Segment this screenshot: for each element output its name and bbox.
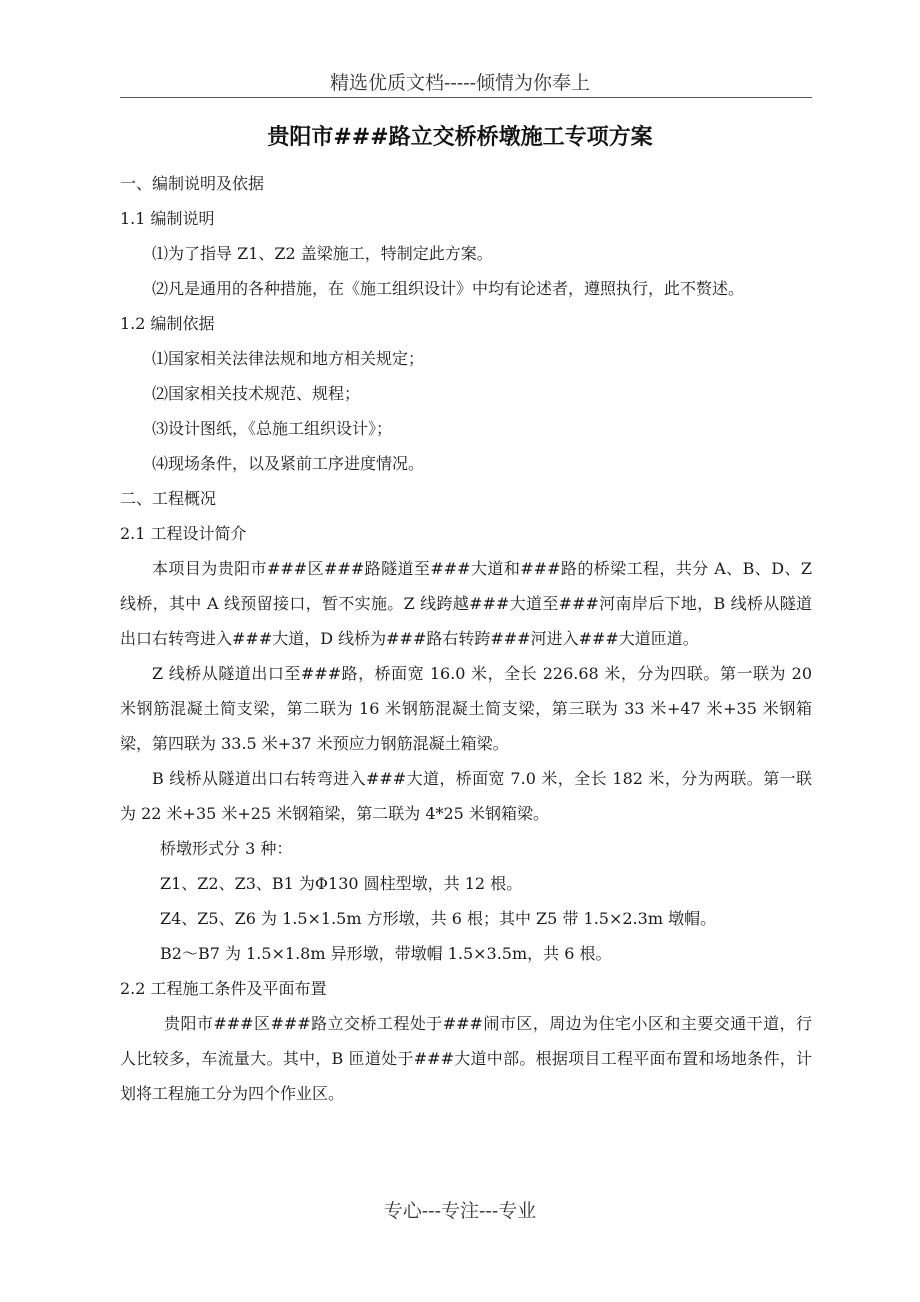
subsection-heading: 2.1 工程设计简介 [120, 524, 247, 543]
list-item: ⑵国家相关技术规范、规程； [152, 384, 361, 403]
list-item: ⑴为了指导 Z1、Z2 盖梁施工，特制定此方案。 [152, 244, 493, 263]
header-divider [120, 97, 812, 98]
list-item: ⑶设计图纸，《总施工组织设计》； [152, 419, 393, 438]
section-heading: 二、工程概况 [120, 489, 217, 508]
page-footer: 专心---专注---专业 [383, 1200, 537, 1222]
paragraph: 贵阳市###区###路立交桥工程处于###闹市区，周边为住宅小区和主要交通干道，行人比较多，车流量大。其中，B 匝道处于###大道中部。根据项目工程平面布置和场地条件，计划将工程施工分为四个作业区。 [120, 1014, 812, 1103]
section-heading: 一、编制说明及依据 [120, 174, 265, 193]
list-item: B2～B7 为 1.5×1.8m 异形墩，带墩帽 1.5×3.5m，共 6 根。 [160, 944, 612, 963]
subsection-heading: 1.2 编制依据 [120, 314, 215, 333]
list-item: Z1、Z2、Z3、B1 为Φ130 圆柱型墩，共 12 根。 [160, 874, 523, 893]
paragraph: 本项目为贵阳市###区###路隧道至###大道和###路的桥梁工程，共分 A、B、D、Z 线桥，其中 A 线预留接口，暂不实施。Z 线跨越###大道至###河南岸后下地，B 线桥从隧道出口右转弯进入###大道，D 线桥为###路右转跨###河进入###大道匝道。 [120, 559, 812, 648]
paragraph: 桥墩形式分 3 种： [160, 839, 293, 858]
list-item: Z4、Z5、Z6 为 1.5×1.5m 方形墩，共 6 根；其中 Z5 带 1.5×2.3m 墩帽。 [160, 909, 717, 928]
list-item: ⑷现场条件，以及紧前工序进度情况。 [152, 454, 425, 473]
page-header: 精选优质文档-----倾情为你奉上 [329, 72, 591, 94]
subsection-heading: 1.1 编制说明 [120, 209, 215, 228]
paragraph: B 线桥从隧道出口右转弯进入###大道，桥面宽 7.0 米，全长 182 米，分为两联。第一联为 22 米+35 米+25 米钢箱梁，第二联为 4*25 米钢箱梁。 [120, 769, 812, 823]
document-title: 贵阳市###路立交桥桥墩施工专项方案 [267, 124, 653, 150]
list-item: ⑴国家相关法律法规和地方相关规定； [152, 349, 425, 368]
paragraph: Z 线桥从隧道出口至###路，桥面宽 16.0 米，全长 226.68 米，分为四联。第一联为 20 米钢筋混凝土简支梁，第二联为 16 米钢筋混凝土简支梁，第三联为 33 米+47 米+35 米钢箱梁，第四联为 33.5 米+37 米预应力钢筋混凝土箱梁。 [120, 664, 812, 753]
document-body [120, 166, 812, 1111]
subsection-heading: 2.2 工程施工条件及平面布置 [120, 979, 327, 998]
list-item: ⑵凡是通用的各种措施，在《施工组织设计》中均有论述者，遵照执行，此不赘述。 [152, 279, 745, 298]
